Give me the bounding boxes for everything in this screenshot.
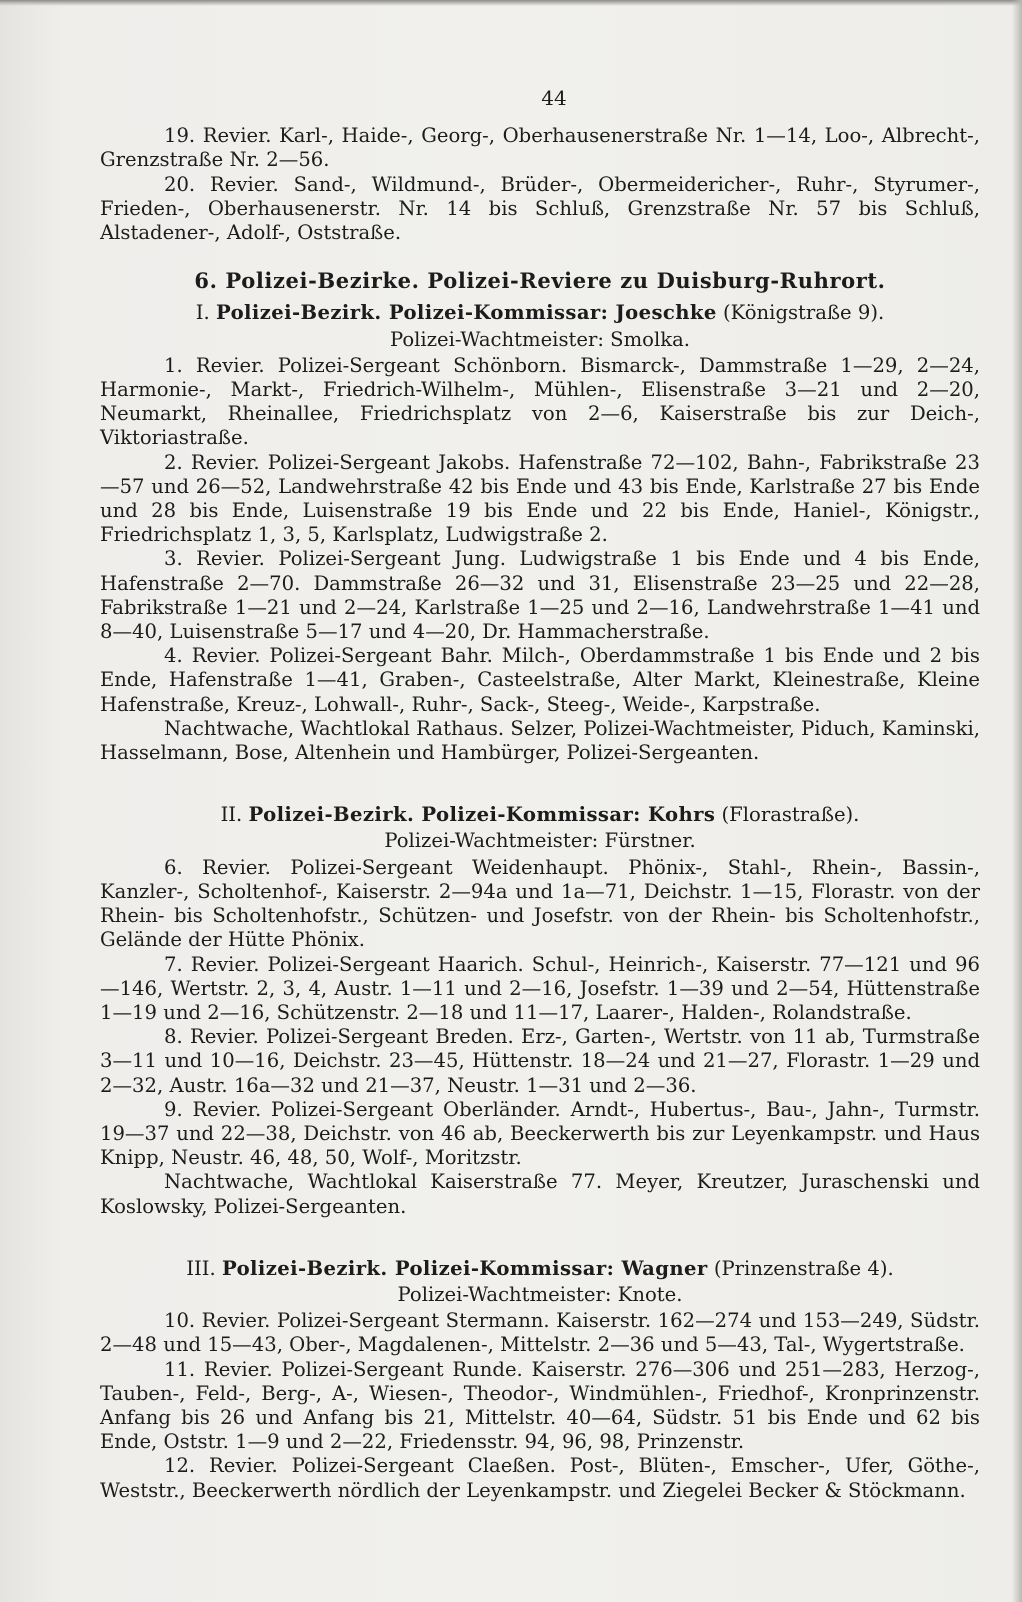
revier-3-paragraph: 3. Revier. Polizei-Sergeant Jung. Ludwigstraße 1 bis Ende und 4 bis Ende, Hafenstraße 2—70. Dammstraße 26—32 und 31, Elisenstraße 23—25 und 22—28, Fabrikstraße 1—21 und 2—24, Karlstraße 1—25 und 2—16, Landwehrstraße 1—41 und 8—40, Luisenstraße 5—17 und 4—20, Dr. Hammacherstraße. (100, 547, 980, 644)
revier-12-paragraph: 12. Revier. Polizei-Sergeant Claeßen. Post-, Blüten-, Emscher-, Ufer, Göthe-, Weststr., Beeckerwerth nördlich der Leyenkampstr. und Ziegelei Becker & Stöckmann. (100, 1454, 980, 1502)
revier-10-paragraph: 10. Revier. Polizei-Sergeant Stermann. Kaiserstr. 162—274 und 153—249, Südstr. 2—48 und 15—43, Ober-, Magdalenen-, Mittelstr. 2—36 und 5—43, Tal-, Wygertstraße. (100, 1309, 980, 1357)
revier-2-paragraph: 2. Revier. Polizei-Sergeant Jakobs. Hafenstraße 72—102, Bahn-, Fabrikstraße 23—57 und 26—52, Landwehrstraße 42 bis Ende und 43 bis Ende, Karlstraße 27 bis Ende und 28 bis Ende, Luisenstraße 19 bis Ende und 22 bis Ende, Haniel-, Königstr., Friedrichsplatz 1, 3, 5, Karlsplatz, Ludwigstraße 2. (100, 450, 980, 547)
district-2-sergeant-major: Polizei-Wachtmeister: Fürstner. (384, 829, 696, 853)
revier-4-paragraph: 4. Revier. Polizei-Sergeant Bahr. Milch-, Oberdammstraße 1 bis Ende und 2 bis Ende, Hafenstraße 1—41, Graben-, Casteelstraße, Alter Markt, Kleinestraße, Kleine Hafenstraße, Kreuz-, Lohwall-, Ruhr-, Sack-, Steeg-, Weide-, Karpstraße. (100, 644, 980, 716)
revier-8-paragraph: 8. Revier. Polizei-Sergeant Breden. Erz-, Garten-, Wertstr. von 11 ab, Turmstraße 3—11 und 10—16, Deichstr. 23—45, Hüttenstr. 18—24 und 21—27, Florastr. 1—29 und 2—32, Austr. 16a—32 und 21—37, Neustr. 1—31 und 2—36. (100, 1025, 980, 1097)
district-2-address: (Florastraße). (721, 803, 860, 827)
revier-1-paragraph: 1. Revier. Polizei-Sergeant Schönborn. Bismarck-, Dammstraße 1—29, 2—24, Harmonie-, Markt-, Friedrich-Wilhelm-, Mühlen-, Elisenstraße 3—21 und 2—20, Neumarkt, Rheinallee, Friedrichsplatz von 2—6, Kaiserstraße bis zur Deich-, Viktoriastraße. (100, 353, 980, 450)
district-3-heading (100, 1257, 980, 1281)
district-3-address: (Prinzenstraße 4). (713, 1256, 894, 1280)
district-1-numeral: I. (195, 301, 210, 325)
district-2-numeral: II. (220, 803, 243, 827)
district-3-commissioner: Polizei-Bezirk. Polizei-Kommissar: Wagner (221, 1256, 708, 1280)
district-1-heading (100, 301, 980, 325)
revier-6-paragraph: 6. Revier. Polizei-Sergeant Weidenhaupt. Phönix-, Stahl-, Rhein-, Bassin-, Kanzler-, Scholtenhof-, Kaiserstr. 2—94a und 1a—71, Deichstr. 1—15, Florastr. von der Rhein- bis Scholtenhofstr., Schützen- und Josefstr. von der Rhein- bis Scholtenhofstr., Gelände der Hütte Phönix. (100, 855, 980, 952)
page-binding-shadow (1012, 0, 1022, 1602)
district-2-heading (100, 803, 980, 827)
district-1-address: (Königstraße 9). (723, 301, 885, 325)
district-1-commissioner: Polizei-Bezirk. Polizei-Kommissar: Joeschke (215, 301, 717, 325)
district-3-sergeant-major: Polizei-Wachtmeister: Knote. (397, 1282, 683, 1306)
district-2-commissioner: Polizei-Bezirk. Polizei-Kommissar: Kohrs (248, 803, 716, 827)
revier-11-paragraph: 11. Revier. Polizei-Sergeant Runde. Kaiserstr. 276—306 und 251—283, Herzog-, Tauben-, Feld-, Berg-, A-, Wiesen-, Theodor-, Windmühlen-, Friedhof-, Kronprinzenstr. Anfang bis 26 und Anfang bis 21, Mittelstr. 40—64, Südstr. 51 bis Ende und 62 bis Ende, Oststr. 1—9 und 2—22, Friedensstr. 94, 96, 98, Prinzenstr. (100, 1357, 980, 1454)
revier-19-paragraph: 19. Revier. Karl-, Haide-, Georg-, Oberhausenerstraße Nr. 1—14, Loo-, Albrecht-, Grenzstraße Nr. 2—56. (100, 124, 980, 172)
text-column (100, 86, 980, 1503)
district-2-night-watch: Nachtwache, Wachtlokal Kaiserstraße 77. Meyer, Kreutzer, Juraschenski und Koslowsky, Polizei-Sergeanten. (100, 1170, 980, 1218)
spacer (100, 1219, 980, 1249)
revier-9-paragraph: 9. Revier. Polizei-Sergeant Oberländer. Arndt-, Hubertus-, Bau-, Jahn-, Turmstr. 19—37 und 22—38, Deichstr. von 46 ab, Beeckerwerth bis zur Leyenkampstr. und Haus Knipp, Neustr. 46, 48, 50, Wolf-, Moritzstr. (100, 1097, 980, 1170)
district-1-night-watch: Nachtwache, Wachtlokal Rathaus. Selzer, Polizei-Wachtmeister, Piduch, Kaminski, Hasselmann, Bose, Altenhein und Hambürger, Polizei-Sergeanten. (100, 716, 980, 765)
page-number: 44 (541, 86, 567, 110)
revier-20-paragraph: 20. Revier. Sand-, Wildmund-, Brüder-, Obermeidericher-, Ruhr-, Styrumer-, Frieden-, Oberhausenerstr. Nr. 14 bis Schluß, Grenzstraße Nr. 57 bis Schluß, Alstadener-, Adolf-, Oststraße. (100, 172, 980, 245)
spacer (100, 765, 980, 795)
page-top-shadow (0, 0, 1022, 6)
revier-7-paragraph: 7. Revier. Polizei-Sergeant Haarich. Schul-, Heinrich-, Kaiserstr. 77—121 und 96—146, Wertstr. 2, 3, 4, Austr. 1—11 und 2—16, Josefstr. 1—39 und 2—54, Hüttenstraße 1—19 und 2—16, Schützenstr. 2—18 und 11—17, Laarer-, Halden-, Rolandstraße. (100, 952, 980, 1024)
section-title: 6. Polizei-Bezirke. Polizei-Reviere zu Duisburg-Ruhrort. (194, 268, 886, 294)
district-1-sergeant-major: Polizei-Wachtmeister: Smolka. (389, 327, 691, 351)
district-3-numeral: III. (186, 1256, 216, 1280)
